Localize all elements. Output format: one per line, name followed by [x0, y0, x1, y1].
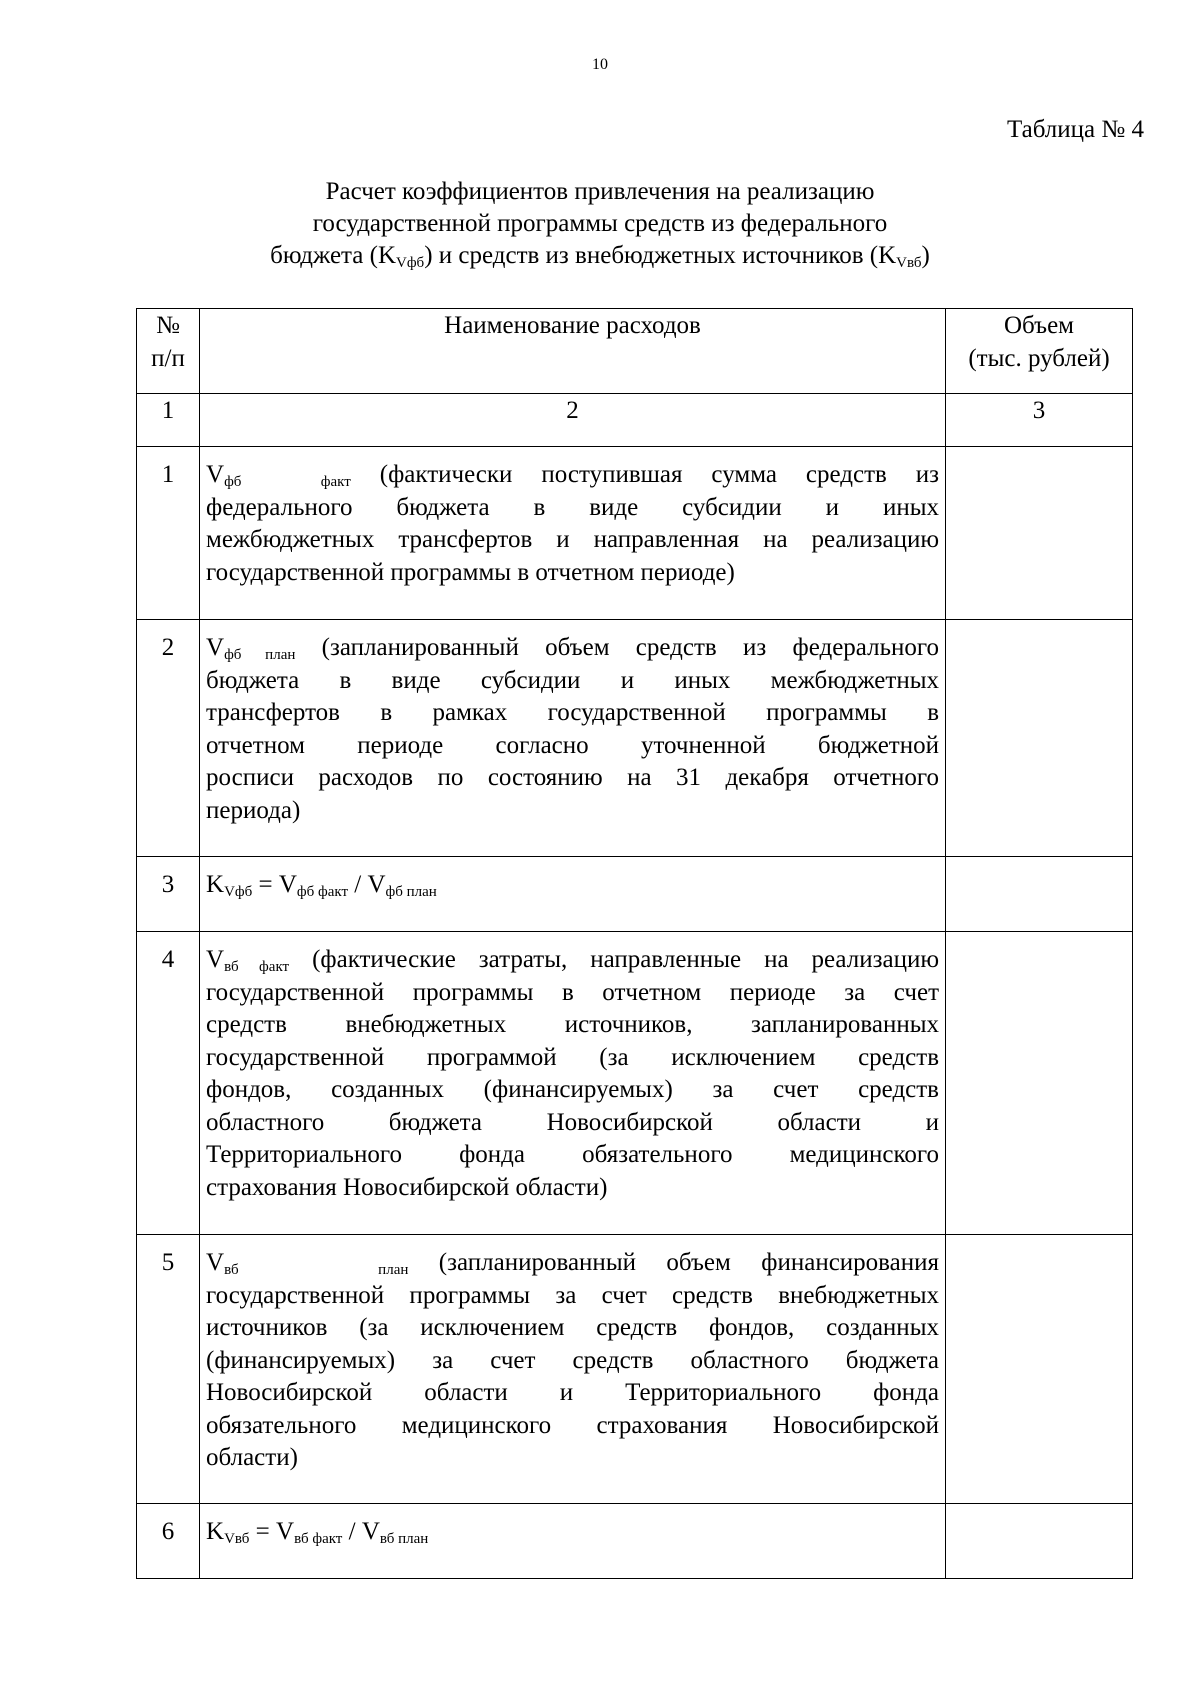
- description-line: федерального бюджета в виде субсидии и иных: [206, 493, 939, 521]
- symbol-subscript: вб план: [224, 1262, 409, 1278]
- symbol: V: [206, 461, 225, 488]
- formula-part: = V: [252, 871, 297, 898]
- row-formula: [200, 1504, 946, 1579]
- description-line: государственной программой (за исключением средств: [206, 1043, 939, 1071]
- description-line: [206, 632, 939, 665]
- description-line: источников (за исключением средств фондов, созданных: [206, 1314, 939, 1341]
- row-number: 2: [137, 620, 200, 857]
- description-line: средств внебюджетных источников, запланированных: [206, 1011, 939, 1038]
- description-line: росписи расходов по состоянию на 31 декабря отчетного: [206, 764, 939, 791]
- table-row: [137, 1235, 1133, 1504]
- table-row: [137, 857, 1133, 932]
- title-line-3-part: ): [921, 242, 930, 269]
- table-row: [137, 932, 1133, 1235]
- symbol-subscript: фб план: [224, 647, 296, 663]
- description-text: (запланированный объем финансирования: [408, 1249, 940, 1276]
- row-number: 4: [137, 932, 200, 1235]
- row-volume: [946, 932, 1133, 1235]
- table-header-row: [137, 309, 1133, 394]
- description-text: (фактические затраты, направленные на реализацию: [289, 946, 940, 973]
- formula-part: / V: [348, 871, 386, 898]
- row-volume: [946, 447, 1133, 620]
- table-label: Таблица № 4: [1006, 116, 1144, 143]
- title-line-2: государственной программы средств из федерального: [312, 210, 888, 237]
- formula-part: K: [206, 1518, 225, 1545]
- row-description: [200, 1235, 946, 1504]
- description-line: [206, 1247, 939, 1280]
- row-number: 1: [137, 447, 200, 620]
- description-line: фондов, созданных (финансируемых) за счет средств: [206, 1076, 939, 1103]
- header-number: [137, 309, 200, 394]
- description-line: бюджета в виде субсидии и иных межбюджетных: [206, 666, 939, 694]
- page-number: 10: [592, 56, 608, 73]
- row-number: 5: [137, 1235, 200, 1504]
- header-text: Объем: [1004, 312, 1074, 339]
- row-formula: [200, 857, 946, 932]
- header-text: п/п: [151, 345, 185, 372]
- column-number: 2: [200, 394, 946, 447]
- coefficients-table: [136, 308, 1133, 1579]
- symbol: V: [206, 1249, 225, 1276]
- table-row: [137, 1504, 1133, 1579]
- symbol-subscript: вб факт: [224, 959, 290, 975]
- formula-part: = V: [249, 1518, 295, 1545]
- row-volume: [946, 1235, 1133, 1504]
- header-text: (тыс. рублей): [968, 345, 1110, 372]
- formula-subscript: Vфб: [224, 884, 253, 900]
- description-line: государственной программы в отчетном периоде за счет: [206, 978, 939, 1006]
- row-description: [200, 447, 946, 620]
- header-name: Наименование расходов: [200, 309, 946, 394]
- description-line: области): [206, 1444, 298, 1471]
- description-line: межбюджетных трансфертов и направленная на реализацию: [206, 526, 939, 553]
- description-line: государственной программы за счет средств внебюджетных: [206, 1281, 939, 1309]
- document-title: [150, 176, 1050, 272]
- description-line: (финансируемых) за счет средств областного бюджета: [206, 1346, 939, 1374]
- description-line: обязательного медицинского страхования Новосибирской: [206, 1411, 939, 1439]
- formula-subscript: Vвб: [224, 1531, 250, 1547]
- description-line: периода): [206, 796, 301, 824]
- formula: [206, 1516, 939, 1549]
- title-line-3: [150, 240, 1050, 272]
- formula: [206, 869, 939, 902]
- symbol: V: [206, 634, 225, 661]
- formula-subscript: фб факт: [296, 884, 349, 900]
- row-volume: [946, 620, 1133, 857]
- title-line-3-part: ) и средств из внебюджетных источников (K: [424, 242, 897, 269]
- description-text: (фактически поступившая сумма средств из: [350, 461, 940, 488]
- header-text: №: [156, 312, 180, 339]
- formula-part: K: [206, 871, 225, 898]
- column-number: 3: [946, 394, 1133, 447]
- row-number: 6: [137, 1504, 200, 1579]
- title-subscript: Vфб: [396, 255, 425, 271]
- title-line-3-part: бюджета (K: [270, 242, 396, 269]
- symbol-subscript: фб факт: [224, 474, 351, 490]
- column-numbers-row: [137, 394, 1133, 447]
- formula-subscript: фб план: [385, 884, 437, 900]
- table-row: [137, 620, 1133, 857]
- description-text: (запланированный объем средств из федерального: [295, 634, 939, 661]
- title-subscript: Vвб: [896, 255, 922, 271]
- symbol: V: [206, 946, 225, 973]
- description-line: отчетном периоде согласно уточненной бюджетной: [206, 731, 939, 759]
- description-line: [206, 944, 939, 977]
- formula-subscript: вб факт: [294, 1531, 343, 1547]
- description-line: Территориального фонда обязательного медицинского: [206, 1141, 939, 1168]
- row-description: [200, 932, 946, 1235]
- formula-subscript: вб план: [379, 1531, 429, 1547]
- row-description: [200, 620, 946, 857]
- description-line: областного бюджета Новосибирской области и: [206, 1108, 939, 1136]
- row-volume: [946, 1504, 1133, 1579]
- description-line: Новосибирской области и Территориального фонда: [206, 1379, 939, 1406]
- table-row: [137, 447, 1133, 620]
- column-number: 1: [137, 394, 200, 447]
- formula-part: / V: [342, 1518, 380, 1545]
- description-line: [206, 459, 939, 492]
- description-line: государственной программы в отчетном периоде): [206, 558, 735, 586]
- description-line: страхования Новосибирской области): [206, 1173, 608, 1201]
- row-volume: [946, 857, 1133, 932]
- header-volume: [946, 309, 1133, 394]
- description-line: трансфертов в рамках государственной программы в: [206, 699, 939, 726]
- title-line-1: Расчет коэффициентов привлечения на реализацию: [325, 178, 875, 205]
- row-number: 3: [137, 857, 200, 932]
